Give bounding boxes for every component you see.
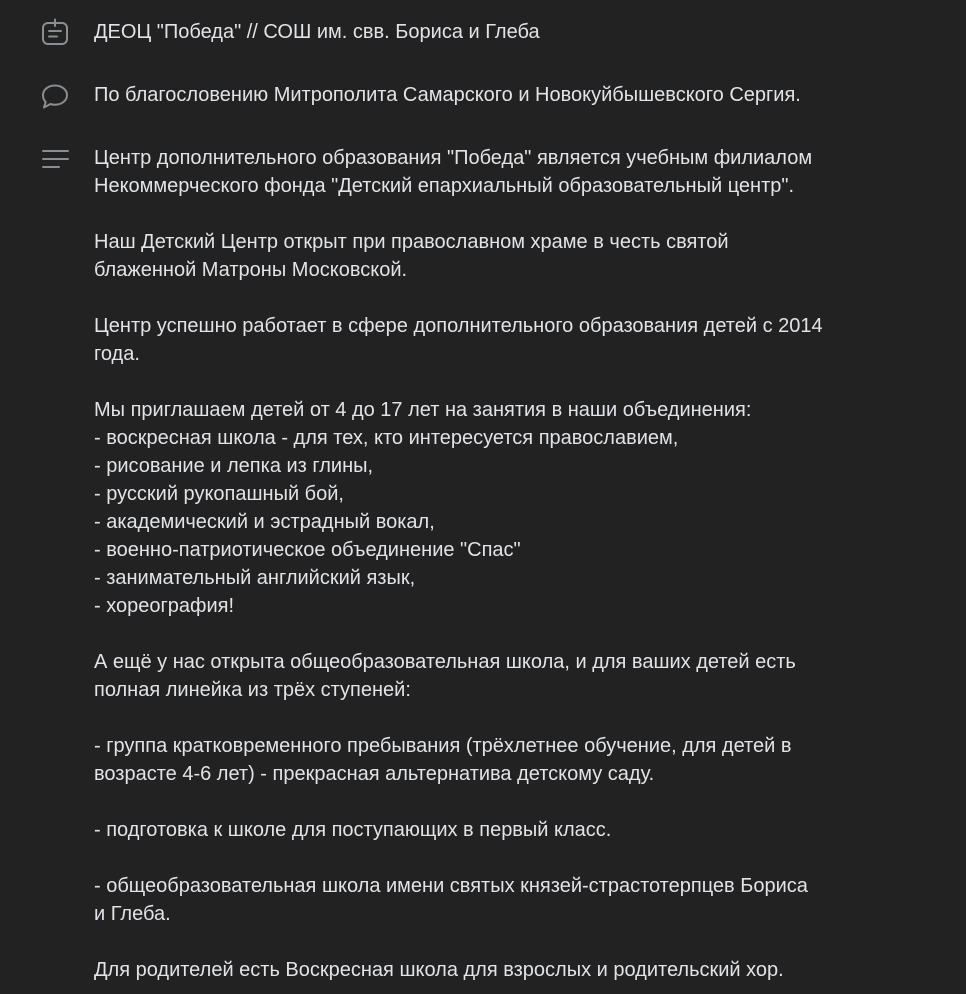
speech-bubble-icon	[38, 79, 72, 113]
description-line: - общеобразовательная школа имени святых князей-страстотерпцев Бориса	[94, 875, 808, 897]
info-row-description	[0, 142, 966, 992]
description-list-item: - академический и эстрадный вокал,	[94, 511, 435, 533]
description-line: и Глеба.	[94, 903, 171, 925]
description-list-item: - хореография!	[94, 595, 235, 617]
description-list-item: - военно-патриотическое объединение "Спас"	[94, 539, 521, 561]
description-line: блаженной Матроны Московской.	[94, 259, 408, 281]
description-line: года.	[94, 343, 140, 365]
description-paragraph-3	[94, 312, 946, 368]
description-line: А ещё у нас открыта общеобразовательная школа, и для ваших детей есть	[94, 651, 796, 673]
description-paragraph-9	[94, 956, 946, 984]
info-row-status	[0, 79, 966, 113]
description-paragraph-4	[94, 396, 946, 620]
description-line: Центр дополнительного образования "Победа" является учебным филиалом	[94, 147, 813, 169]
description-paragraph-7	[94, 816, 946, 844]
info-row-title	[0, 16, 966, 50]
description-list-item: - занимательный английский язык,	[94, 567, 416, 589]
description-line: Некоммерческого фонда "Детский епархиальный образовательный центр".	[94, 175, 795, 197]
description-paragraph-8	[94, 872, 946, 928]
description-paragraph-5	[94, 648, 946, 704]
description-paragraph-6	[94, 732, 946, 788]
community-title: ДЕОЦ "Победа" // СОШ им. свв. Бориса и Глеба	[94, 21, 540, 43]
description-list-item: - воскресная школа - для тех, кто интересуется православием,	[94, 427, 679, 449]
description-line: - подготовка к школе для поступающих в первый класс.	[94, 819, 612, 841]
description-paragraph-2	[94, 228, 946, 284]
description-line: полная линейка из трёх ступеней:	[94, 679, 411, 701]
community-description	[94, 144, 946, 984]
description-list-item: - рисование и лепка из глины,	[94, 455, 374, 477]
description-line: Мы приглашаем детей от 4 до 17 лет на занятия в наши объединения:	[94, 399, 752, 421]
community-status: По благословению Митрополита Самарского и Новокуйбышевского Сергия.	[94, 84, 801, 106]
description-line: возрасте 4-6 лет) - прекрасная альтернатива детскому саду.	[94, 763, 655, 785]
badge-icon	[38, 16, 72, 50]
description-line: Наш Детский Центр открыт при православном храме в честь святой	[94, 231, 729, 253]
text-lines-icon	[38, 142, 72, 176]
description-line: Для родителей есть Воскресная школа для взрослых и родительский хор.	[94, 959, 784, 981]
description-line: - группа кратковременного пребывания (трёхлетнее обучение, для детей в	[94, 735, 792, 757]
description-line: Центр успешно работает в сфере дополнительного образования детей с 2014	[94, 315, 823, 337]
description-paragraph-1	[94, 144, 946, 200]
description-list-item: - русский рукопашный бой,	[94, 483, 344, 505]
